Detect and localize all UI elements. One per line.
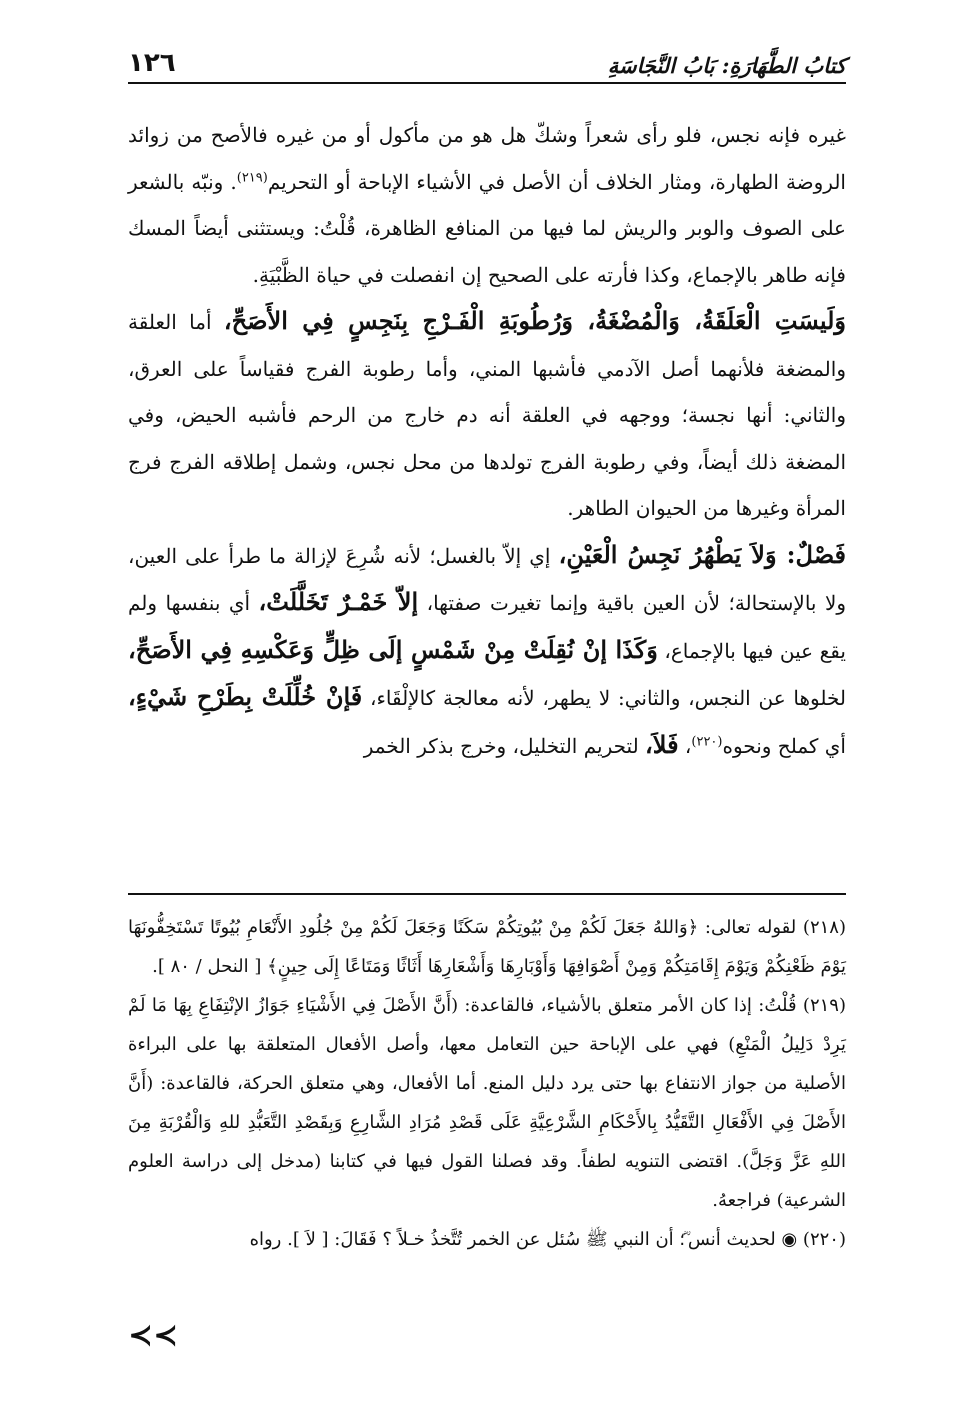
running-title: كتابُ الطَّهَارَةِ: بَابُ النَّجَاسَةِ [607,53,846,78]
p3-matn-1: فَصْلٌ: وَلاَ يَطْهُرُ نَجِسُ الْعَيْنِ، [558,539,846,569]
footnote-218-number: (٢١٨) [802,917,846,938]
paragraph-2 [128,298,846,532]
footnote-ref-219: (٢١٩) [236,169,268,185]
paragraph-1 [128,112,846,298]
catchword-mark: ≺≺ [128,1318,179,1353]
footnote-219-number: (٢١٩) [802,995,846,1016]
footnote-218 [128,908,846,986]
main-text [128,112,846,769]
p2-matn: وَلَيسَتِ الْعَلَقَةُ، وَالْمُضْغَةُ، وَرُطُوبَةِ الْفَـرْجِ بِنَجِسٍ فِي الأَصَحِّ، [223,306,847,335]
p3-text-d: أي كملح ونحوه [722,733,846,758]
p3-text-b: أي بنفسها ولم يقع عين فيها بالإجماع، [128,591,846,663]
footnote-219-text: قُلْتُ: إذا كان الأمر متعلق بالأشياء، فالقاعدة: (أَنَّ الأَصْلَ فِي الأَشْيَاءِ جَوَازُ الإنْتِفَاعِ بِهَا مَا لَمْ يَرِدْ دَلِيلُ الْمَنْعِ) فهي على الإباحة حين التعامل معها، وأصل الأفعال المتعلقة بها على البراءة الأصلية من جواز الانتفاع بها حتى يرد دليل المنع. أما الأفعال، وهي متعلق الحركة، فالقاعدة: (أَنَّ الأَصْلَ فِي الأَفْعَالِ التَّقَيُّدُ بِالأَحْكَامِ الشَّرْعِيَّةِ عَلَى قَصْدِ مُرَادِ الشَّارِعِ وَبِقَصْدِ التَّعَبُّدِ للهِ وَالْقُرْبَةِ مِنَ اللهِ عَزَّ وَجَلَّ). اقتضى التنويه لطفاً. وقد فصلنا القول فيها في كتابنا (مدخل إلى دراسة العلوم الشرعية) فراجعهُ. [128,995,846,1211]
footnote-220 [128,1220,846,1259]
p3-text-a: إي إلاّ بالغسل؛ لأنه شُرِعَ لإزالة ما طرأ على العين، ولا بالإستحالة؛ لأن العين باقية وإنما تغيرت صفتها، [128,543,847,615]
p3-matn-4: فَإنْ خُلِّلَتْ بِطَرْحِ شَيْءٍ، [128,682,363,711]
paragraph-3 [128,532,846,770]
footnotes [128,908,846,1259]
page-header [128,38,846,84]
footnote-220-text: ◉ لحديث أنس ؓ؛ أن النبي ﷺ سُئل عن الخمر تُتَّخذُ خـلاً ؟ فَقَالَ: [ لاَ ]. رواه [249,1229,803,1250]
footnote-220-number: (٢٢٠) [802,1229,846,1250]
footnote-218-text: لقوله تعالى: ﴿وَاللهُ جَعَلَ لَكُمْ مِنْ بُيُوتِكُمْ سَكَنًا وَجَعَلَ لَكُمْ مِنْ جُلُودِ الأَنْعَامِ بُيُوتًا تَسْتَخِفُّونَهَا يَوْمَ ظَعْنِكُمْ وَيَوْمَ إِقَامَتِكُمْ وَمِنْ أَصْوَافِهَا وَأَوْبَارِهَا وَأَشْعَارِهَا أَثَاثًا وَمَتَاعًا إِلَى حِينٍ﴾ [ النحل / ٨٠ ]. [128,917,846,977]
p1-text: غيره فإنه نجس، فلو رأى شعراً وشكّ هل هو من مأكول أو من غيره فالأصح من زوائد الروضة الطهارة، ومثار الخلاف أن الأصل في الأشياء الإباحة أو التحريم [128,123,846,194]
page-number: ١٢٦ [128,48,176,78]
p3-matn-2: إلاّ خَمْـرٌ تَخَلَّلَتْ، [258,587,419,616]
p3-matn-3: وَكَذَا إنْ نُقِلَتْ مِنْ شَمْسٍ إلَى ظِلٍّ وَعَكْسِهِ فِي الأَصَحِّ، [128,634,658,664]
footnote-219 [128,986,846,1220]
footnote-ref-220: (٢٢٠) [691,733,723,749]
p1-text-end: . ونبّه بالشعر على الصوف والوبر والريش لما فيها من المنافع الظاهرة، قُلْتُ: ويستثنى أيضاً المسك فإنه طاهر بالإجماع، وكذا فأرته على الصحيح إن انفصلت في حياة الظَّبْيَةِ. [128,169,846,287]
p3-text-e: ، [678,733,692,758]
footnote-divider [128,893,846,895]
p3-text-f: لتحريم التخليل، وخرج بذكر الخمر [363,733,646,758]
p3-text-c: لخلوها عن النجس، والثاني: لا يطهر، لأنه معالجة كالإلْقَاء، [362,686,847,710]
p3-matn-5: فَلاَ، [645,729,679,759]
p2-text: أما العلقة والمضغة فلأنهما أصل الآدمي فأشبها المني، وأما رطوبة الفرج فقياساً على العرق، والثاني: أنها نجسة؛ ووجهه في العلقة أنه دم خارج من الرحم فأشبه الحيض، وفي المضغة ذلك أيضاً، وفي رطوبة الفرج تولدها من محل نجس، وشمل إطلاقه الفرج فرج المرأة وغيرها من الحيوان الطاهر. [128,310,846,520]
